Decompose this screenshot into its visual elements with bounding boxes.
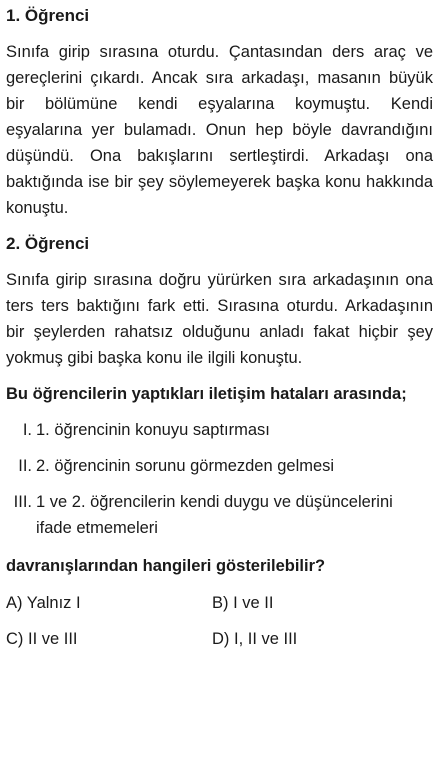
- student-1-heading: 1. Öğrenci: [6, 6, 90, 25]
- statement-text: 2. öğrencinin sorunu görmezden gelmesi: [36, 457, 335, 475]
- question-stem: Bu öğrencilerin yaptıkları iletişim hataları arasında;: [6, 385, 407, 403]
- statement-item: [6, 417, 433, 443]
- option-b[interactable]: [212, 591, 433, 615]
- option-d[interactable]: [212, 627, 433, 651]
- option-a[interactable]: [6, 591, 212, 615]
- statement-numeral: III.: [13, 493, 32, 511]
- option-letter: A): [6, 594, 27, 612]
- student-2-paragraph: Sınıfa girip sırasına doğru yürürken sıra arkadaşının ona ters ters baktığını fark etti. Sırasına oturdu. Arkadaşının bir şeylerden rahatsız olduğunu anladı fakat hiçbir şey yokmuş gibi başka konu ile ilgili konuştu.: [6, 271, 433, 367]
- statement-numeral: I.: [22, 421, 32, 439]
- statement-numeral: II.: [18, 457, 32, 475]
- statement-text: 1. öğrencinin konuyu saptırması: [36, 421, 270, 439]
- option-text: Yalnız I: [26, 594, 81, 612]
- option-letter: B): [212, 594, 234, 612]
- option-text: II ve III: [28, 630, 78, 648]
- statement-item: [6, 489, 433, 541]
- statement-text: 1 ve 2. öğrencilerin kendi duygu ve düşüncelerini ifade etmemeleri: [36, 493, 393, 537]
- statement-list: [6, 417, 433, 541]
- answer-options: [6, 591, 433, 651]
- question-prompt: davranışlarından hangileri gösterilebilir?: [6, 557, 326, 575]
- option-letter: C): [6, 630, 28, 648]
- student-2-heading: 2. Öğrenci: [6, 234, 90, 253]
- option-letter: D): [212, 630, 234, 648]
- option-text: I ve II: [233, 594, 274, 612]
- student-1-paragraph: Sınıfa girip sırasına oturdu. Çantasından ders araç ve gereçlerini çıkardı. Ancak sıra arkadaşı, masanın büyük bir bölümüne kendi eşyalarına koymuştu. Kendi eşyalarına yer bulamadı. Onun hep böyle davrandığını düşündü. Ona bakışlarını sertleştirdi. Arkadaşı ona baktığında ise bir şey söylemeyerek başka konu hakkında konuştu.: [6, 43, 433, 217]
- option-c[interactable]: [6, 627, 212, 651]
- option-text: I, II ve III: [234, 630, 298, 648]
- statement-item: [6, 453, 433, 479]
